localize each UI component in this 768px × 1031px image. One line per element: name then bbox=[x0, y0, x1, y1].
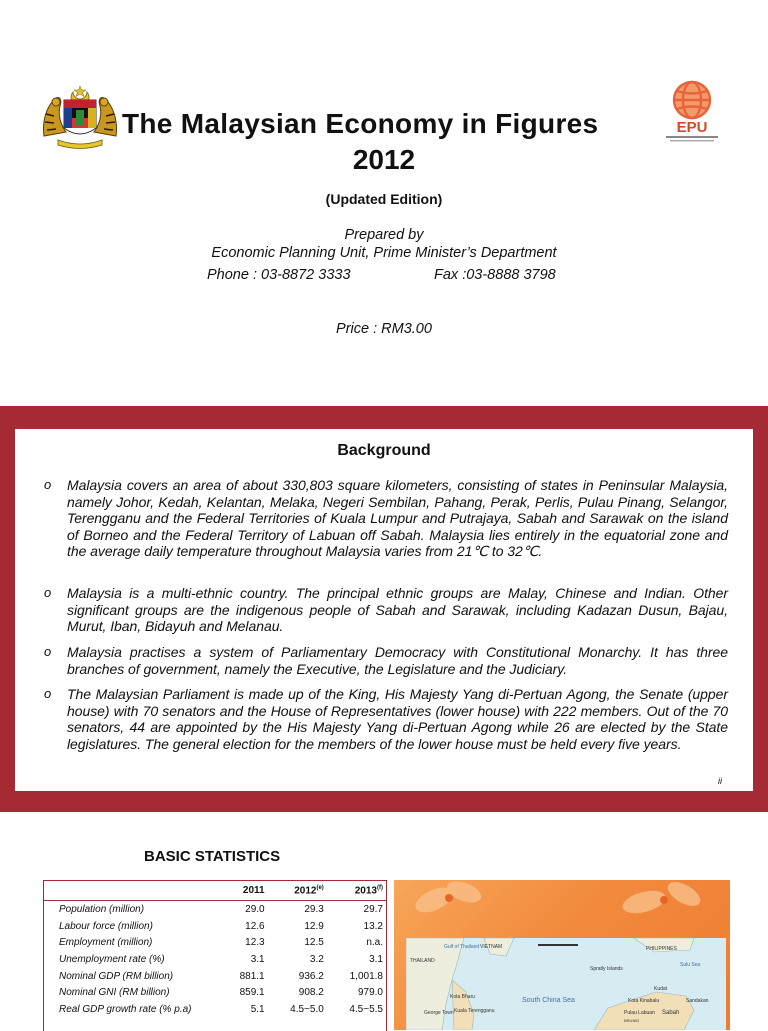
column-header-2013: 2013$^{(f)}$ bbox=[328, 884, 387, 901]
basic-statistics-table bbox=[43, 884, 387, 1017]
document-title: The Malaysian Economy in Figures bbox=[122, 108, 599, 139]
document-year: 2012 bbox=[352, 144, 416, 175]
map-label-south-china-sea: South China Sea bbox=[522, 997, 575, 1004]
column-header-label bbox=[43, 884, 223, 901]
bullet-marker: o bbox=[44, 644, 52, 659]
map-label-george-town: George Town bbox=[424, 1010, 454, 1016]
background-paragraph bbox=[40, 477, 728, 560]
coat-of-arms-logo bbox=[40, 84, 120, 150]
column-header-2011: 2011 bbox=[223, 884, 269, 901]
cell-2011: 859.1 bbox=[239, 987, 265, 999]
column-header-2012: 2012$^{(e)}$ bbox=[269, 884, 328, 901]
malaysia-map bbox=[394, 880, 730, 1030]
row-label: Nominal GNI (RM billion) bbox=[59, 987, 170, 999]
cell-2012: 4.5~5.0 bbox=[290, 1003, 324, 1015]
table-row bbox=[43, 918, 387, 935]
prepared-by-label: Prepared by bbox=[344, 227, 424, 243]
row-label: Labour force (million) bbox=[59, 920, 153, 932]
background-paragraph bbox=[40, 585, 728, 635]
paragraph-text: The Malaysian Parliament is made up of the King, His Majesty Yang di-Pertuan Agong, the Senate (upper house) with 70 senators and the House of Representatives (lower house) with 222 members. Out of the 70 senators, 44 are appointed by the His Majesty Yang di-Pertuan Agong while 26 are elected by the State legislatures. The general election for the members of the lower house must be held every five years. bbox=[67, 686, 728, 752]
organization-name: Economic Planning Unit, Prime Minister’s Department bbox=[211, 245, 557, 261]
map-label-pulau-labuan: Pulau Labuan bbox=[624, 1010, 655, 1016]
fax-number: Fax :03-8888 3798 bbox=[434, 267, 556, 283]
cell-2013: n.a. bbox=[366, 937, 383, 949]
cell-2011: 12.3 bbox=[245, 937, 265, 949]
cell-2013: 979.0 bbox=[357, 987, 383, 999]
paragraph-text: Malaysia is a multi-ethnic country. The principal ethnic groups are Malay, Chinese and Indian. Other significant groups are the indigenous people of Sabah and Sarawak, including Kadazan Dusun, Bajau, Murut, Iban, Bidayuh and Melanau. bbox=[67, 585, 728, 635]
cell-2011: 12.6 bbox=[245, 920, 265, 932]
row-label: Unemployment rate (%) bbox=[59, 953, 165, 965]
map-label-sandakan: Sandakan bbox=[686, 998, 709, 1004]
cell-2012: 3.2 bbox=[309, 953, 324, 965]
cell-2011: 5.1 bbox=[250, 1003, 265, 1015]
table-row bbox=[43, 901, 387, 918]
row-label: Nominal GDP (RM billion) bbox=[59, 970, 174, 982]
background-heading: Background bbox=[337, 442, 431, 459]
map-label-brunei: BRUNEI bbox=[624, 1018, 640, 1023]
row-label: Employment (million) bbox=[59, 937, 153, 949]
cell-2012: 936.2 bbox=[298, 970, 324, 982]
paragraph-text: Malaysia covers an area of about 330,803 square kilometers, consisting of states in Peninsular Malaysia, namely Johor, Kedah, Kelantan, Melaka, Negeri Sembilan, Pahang, Perak, Perlis, Pulau Pinang, Selangor, Terengganu and the Federal Territories of Kuala Lumpur and Putrajaya, Sabah and Sarawak on the island of Borneo and the Federal Territory of Labuan off Sabah. Malaysia lies entirely in the equatorial zone and the average daily temperature throughout Malaysia varies from 21℃ to 32℃. bbox=[67, 477, 728, 560]
map-label-kudat: Kudat bbox=[654, 986, 668, 992]
cell-2011: 29.0 bbox=[245, 904, 265, 916]
map-label-vietnam: VIETNAM bbox=[480, 944, 503, 950]
phone-number: Phone : 03-8872 3333 bbox=[207, 267, 351, 283]
paragraph-text: Malaysia practises a system of Parliamentary Democracy with Constitutional Monarchy. It has three branches of government, namely the Executive, the Legislature and the Judiciary. bbox=[67, 644, 728, 677]
cell-2013: 3.1 bbox=[369, 953, 383, 965]
cell-2011: 881.1 bbox=[239, 970, 265, 982]
map-label-kuala-terengganu: Kuala Terengganu bbox=[454, 1008, 495, 1014]
row-label: Population (million) bbox=[59, 904, 145, 916]
table-row bbox=[43, 935, 387, 952]
map-label-kota-bharu: Kota Bharu bbox=[450, 994, 476, 1000]
basic-statistics-heading: BASIC STATISTICS bbox=[144, 848, 281, 865]
bullet-marker: o bbox=[44, 585, 52, 600]
cell-2013: 4.5~5.5 bbox=[349, 1003, 383, 1015]
map-label-philippines: PHILIPPINES bbox=[646, 946, 677, 952]
cell-2013: 1,001.8 bbox=[349, 970, 383, 982]
table-row bbox=[43, 951, 387, 968]
bullet-marker: o bbox=[44, 477, 52, 492]
cell-2012: 12.5 bbox=[304, 937, 324, 949]
table-header-row bbox=[43, 884, 387, 901]
bullet-marker: o bbox=[44, 686, 52, 701]
cell-2012: 908.2 bbox=[298, 987, 324, 999]
table-row bbox=[43, 1001, 387, 1018]
edition-label: (Updated Edition) bbox=[325, 191, 443, 207]
price-label: Price : RM3.00 bbox=[336, 321, 432, 337]
cell-2013: 13.2 bbox=[363, 920, 383, 932]
cell-2013: 29.7 bbox=[363, 904, 383, 916]
cell-2011: 3.1 bbox=[250, 953, 265, 965]
map-decoration bbox=[394, 880, 730, 1030]
map-label-gulf-of-thailand: Gulf of Thailand bbox=[444, 944, 480, 950]
cell-2012: 29.3 bbox=[304, 904, 324, 916]
background-paragraph bbox=[40, 644, 728, 677]
table-row bbox=[43, 968, 387, 985]
epu-logo-text: EPU bbox=[676, 119, 708, 136]
page-number: ii bbox=[718, 776, 722, 786]
background-paragraph bbox=[40, 686, 728, 752]
map-label-thailand: THAILAND bbox=[410, 958, 435, 964]
row-label: Real GDP growth rate (% p.a) bbox=[59, 1003, 192, 1015]
epu-logo bbox=[660, 80, 724, 146]
map-label-kota-kinabalu: Kota Kinabalu bbox=[628, 998, 660, 1004]
cell-2012: 12.9 bbox=[304, 920, 324, 932]
table-row bbox=[43, 984, 387, 1001]
map-label-sabah: Sabah bbox=[662, 1010, 680, 1016]
map-label-sulu-sea: Sulu Sea bbox=[680, 962, 701, 968]
map-label-spratly-islands: Spratly Islands bbox=[590, 966, 623, 972]
